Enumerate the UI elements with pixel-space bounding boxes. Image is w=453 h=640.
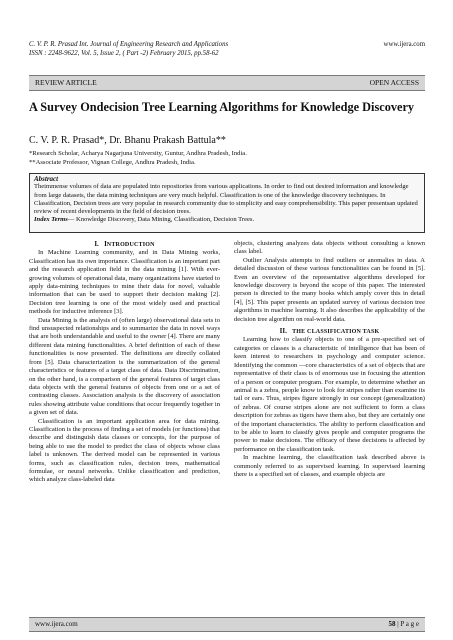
affiliation-2: **Associate Professor, Vignan College, Andhra Pradesh, India.: [29, 158, 196, 166]
right-column: [234, 240, 425, 479]
classification-paragraph-1: Learning how to classify objects to one of a pre-specified set of categories or classes is a characteristic of intelligence that has been of keen interest to researchers in psychology and computer science. Identifying the common ―core characteristics of a set of objects that are representative of their class is of enormous use in focusing the attention of a person or computer program. For example, to determine whether an animal is a zebra, people know to look for stripes rather than examine its tail or ears. Thus, stripes figure strongly in our concept (generalization) of zebras. Of course stripes alone are not sufficient to form a class description for zebras as tigers have them also, but they are certainly one of the important characteristics. The ability to perform classification and to be able to learn to classify gives people and computer programs the power to make decisions. The efficacy of these decisions is affected by performance on the classification task.: [234, 336, 425, 453]
open-access-label: OPEN ACCESS: [369, 78, 419, 87]
abstract-heading: Abstract: [34, 175, 59, 183]
author-affiliations: [29, 150, 425, 167]
journal-issn: ISSN : 2248-9622, Vol. 5, Issue 2, ( Part -2) February 2015, pp.58-62: [29, 50, 219, 57]
index-terms-label: Index Terms: [34, 216, 68, 224]
paper-title: A Survey Ondecision Tree Learning Algorithms for Knowledge Discovery: [29, 100, 415, 114]
page-label: | P a g e: [397, 620, 419, 628]
affiliation-1: *Research Scholar, Acharya Nagarjuna University, Guntur, Andhra Pradesh, India.: [29, 150, 247, 157]
intro-paragraph-4: objects, clustering analyzes data objects without consulting a known class label.: [234, 240, 425, 256]
article-type-band: [29, 75, 425, 91]
intro-paragraph-1: In Machine Learning community, and in Data Mining works, Classification has its own importance. Classification is an important part and the research application field in the data mining [1]. With ever-growing volumes of operational data, many organizations have started to apply data-mining techniques to mine their data for novel, valuable information that can be used to support their decision making [2]. Decision tree learning is one of the most widely used and practical methods for inductive inference [3].: [29, 249, 220, 316]
footer-website[interactable]: www.ijera.com: [35, 620, 78, 628]
intro-paragraph-2: Data Mining is the analysis of (often large) observational data sets to find unsuspected relationships and to summarize the data in novel ways that are both understandable and useful to the owner [4]. There are many different data mining functionalities. A brief definition of each of these functionalities is now presented. The definitions are directly collated from [5]. Data characterization is the summarization of the general characteristics or features of a target class of data. Data Discrimination, on the other hand, is a comparison of the general features of target class data objects with the general features of objects from one or a set of contrasting classes. Association analysis is the discovery of association rules showing attribute value conditions that occur frequently together in a given set of data.: [29, 316, 220, 417]
intro-paragraph-5: Outlier Analysis attempts to find outliers or anomalies in data. A detailed discussion of these various functionalities can be found in [5]. Even an overview of the representative algorithms developed for knowledge discovery is beyond the scope of this paper. The interested person is directed to the many books which amply cover this in detail [4], [5]. This paper presents an updated survey of various decision tree algorithms in machine learning. It also describes the applicability of the decision tree algorithm on real-world data.: [234, 256, 425, 323]
journal-website[interactable]: www.ijera.com: [383, 41, 425, 48]
review-article-label: REVIEW ARTICLE: [35, 78, 97, 87]
section-1-number: I.: [94, 240, 99, 248]
abstract-box: [29, 173, 425, 233]
left-column: [29, 240, 220, 485]
journal-citation: C. V. P. R. Prasad Int. Journal of Engineering Research and Applications: [29, 41, 229, 48]
section-2-number: II.: [279, 327, 287, 336]
intro-paragraph-3: Classification is an important application area for data mining. Classification is the process of finding a set of models (or functions) that describe and distinguish data classes or concepts, for the purpose of being able to use the model to predict the class of objects whose class label is unknown. The derived model can be represented in various forms, such as classification rules, decision trees, mathematical formulae, or neural networks. Unlike classification and prediction, which analyze class-labeled data: [29, 417, 220, 484]
index-terms-text: — Knowledge Discovery, Data Mining, Classification, Decision Trees.: [67, 216, 255, 224]
paper-authors: C. V. P. R. Prasad*, Dr. Bhanu Prakash Battula**: [29, 135, 226, 146]
section-1-title-initial: I: [104, 240, 107, 248]
section-1-heading: [29, 240, 220, 249]
section-2-title: THE CLASSIFICATION TASK: [292, 329, 380, 336]
page-number: 58: [388, 620, 396, 628]
journal-header: [29, 40, 425, 58]
footer-page: [389, 618, 420, 631]
section-2-heading: [234, 327, 425, 336]
classification-paragraph-2: In machine learning, the classification task described above is commonly referred to as supervised learning. In supervised learning there is a specified set of classes, and example objects are: [234, 454, 425, 478]
abstract-text: Theimmense volumes of data are populated into repositories from various applications. In order to find out desired information and knowledge from large datasets, the data mining techniques are very much helpful. Classification is one of the knowledge discovery techniques. In Classification, Decision trees are very popular in research community due to simplicity and easy comprehensibility. This paper presentsan updated review of recent developments in the field of decision trees.: [34, 183, 418, 216]
page-footer: [29, 617, 425, 632]
section-1-title-rest: NTRODUCTION: [106, 242, 155, 248]
index-terms: [34, 216, 420, 224]
